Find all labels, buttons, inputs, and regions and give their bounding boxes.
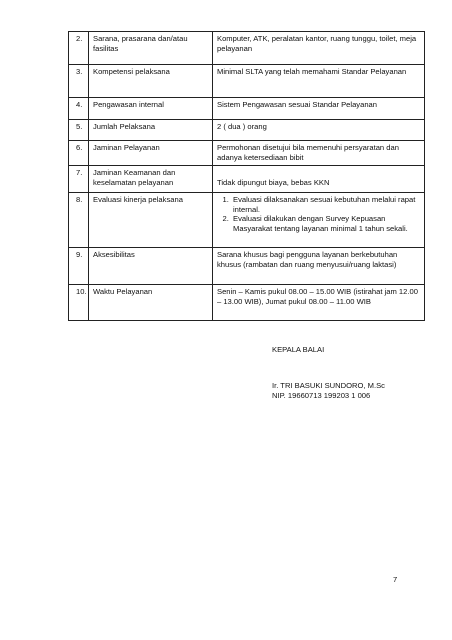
row-item: Evaluasi kinerja pelaksana (89, 193, 213, 248)
row-number: 3. (69, 65, 89, 98)
row-number: 2. (69, 32, 89, 65)
row-item: Jaminan Keamanan dan keselamatan pelayanan (89, 166, 213, 193)
row-description: Senin – Kamis pukul 08.00 – 15.00 WIB (istirahat jam 12.00 – 13.00 WIB), Jumat pukul 08.00 – 11.00 WIB (213, 285, 425, 321)
row-number: 4. (69, 98, 89, 120)
list-item: 1. Evaluasi dilaksanakan sesuai kebutuhan melalui rapat internal. (231, 195, 420, 214)
table-row (69, 248, 425, 285)
row-item: Aksesibilitas (89, 248, 213, 285)
table-row (69, 166, 425, 193)
table-row (69, 285, 425, 321)
evaluation-list (217, 195, 420, 233)
row-description: Minimal SLTA yang telah memahami Standar Pelayanan (213, 65, 425, 98)
row-description: Permohonan disetujui bila memenuhi persyaratan dan adanya ketersediaan bibit (213, 141, 425, 166)
signature-name: Ir. TRI BASUKI SUNDORO, M.Sc (272, 381, 385, 390)
table-row (69, 120, 425, 141)
row-number: 5. (69, 120, 89, 141)
row-item: Waktu Pelayanan (89, 285, 213, 321)
row-description (213, 193, 425, 248)
table-row (69, 65, 425, 98)
row-number: 9. (69, 248, 89, 285)
table-row (69, 32, 425, 65)
table-row (69, 141, 425, 166)
row-description: Komputer, ATK, peralatan kantor, ruang tunggu, toilet, meja pelayanan (213, 32, 425, 65)
row-description: Sarana khusus bagi pengguna layanan berkebutuhan khusus (rambatan dan ruang menyusui/ruang laktasi) (213, 248, 425, 285)
service-standard-table (68, 31, 425, 321)
row-description: Sistem Pengawasan sesuai Standar Pelayanan (213, 98, 425, 120)
page-number: 7 (393, 575, 398, 584)
list-item: 2. Evaluasi dilakukan dengan Survey Kepuasan Masyarakat tentang layanan minimal 1 tahun sekali. (231, 214, 420, 233)
row-number: 10. (69, 285, 89, 321)
row-item: Pengawasan internal (89, 98, 213, 120)
table-row (69, 193, 425, 248)
row-number: 6. (69, 141, 89, 166)
signature-title: KEPALA BALAI (272, 345, 325, 354)
row-description (213, 166, 425, 193)
row-number: 7. (69, 166, 89, 193)
row-description-text: Tidak dipungut biaya, bebas KKN (217, 177, 330, 187)
signature-nip: NIP. 19660713 199203 1 006 (272, 391, 371, 400)
row-description: 2 ( dua ) orang (213, 120, 425, 141)
row-item: Jaminan Pelayanan (89, 141, 213, 166)
row-item: Sarana, prasarana dan/atau fasilitas (89, 32, 213, 65)
row-number: 8. (69, 193, 89, 248)
row-item: Jumlah Pelaksana (89, 120, 213, 141)
row-item: Kompetensi pelaksana (89, 65, 213, 98)
table-row (69, 98, 425, 120)
